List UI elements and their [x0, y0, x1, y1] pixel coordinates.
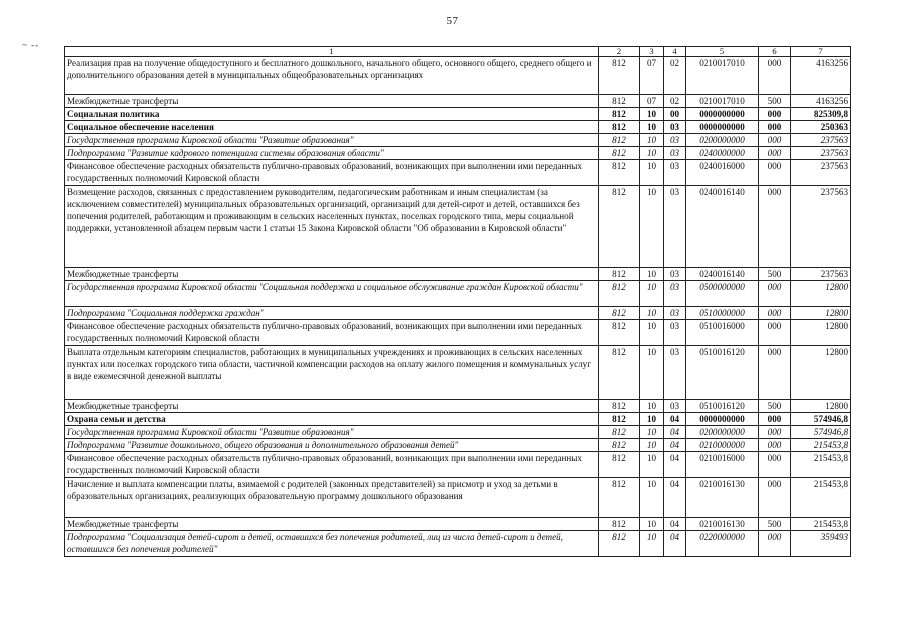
- row-amount: 215453,8: [791, 518, 851, 531]
- row-amount: 215453,8: [791, 452, 851, 478]
- header-cell: 7: [791, 47, 851, 57]
- row-grbs-code: 812: [599, 346, 640, 400]
- header-cell: 3: [640, 47, 664, 57]
- row-section-code: 10: [640, 531, 664, 557]
- header-cell: 1: [65, 47, 599, 57]
- row-target-code: 0000000000: [686, 413, 759, 426]
- table-row: [65, 108, 851, 121]
- row-expense-type-code: 500: [759, 268, 791, 281]
- row-expense-type-code: 500: [759, 400, 791, 413]
- row-expense-type-code: 000: [759, 160, 791, 186]
- row-target-code: 0240000000: [686, 147, 759, 160]
- row-description: Социальная политика: [65, 108, 599, 121]
- row-description: Реализация прав на получение общедоступного и бесплатного дошкольного, начального общего, основного общего, среднего общего и дополнительного образования детей в муниципальных общеобразовательных организациях: [65, 57, 599, 95]
- row-section-code: 10: [640, 268, 664, 281]
- row-grbs-code: 812: [599, 307, 640, 320]
- row-description: Финансовое обеспечение расходных обязательств публично-правовых образований, возникающих при выполнении ими переданных государственных полномочий Кировской области: [65, 452, 599, 478]
- row-grbs-code: 812: [599, 147, 640, 160]
- row-subsection-code: 03: [664, 400, 686, 413]
- table-row: [65, 147, 851, 160]
- row-amount: 237563: [791, 268, 851, 281]
- row-expense-type-code: 000: [759, 147, 791, 160]
- table-row: [65, 57, 851, 95]
- header-cell: 4: [664, 47, 686, 57]
- row-grbs-code: 812: [599, 121, 640, 134]
- row-amount: 215453,8: [791, 439, 851, 452]
- row-section-code: 10: [640, 346, 664, 400]
- row-subsection-code: 02: [664, 95, 686, 108]
- row-subsection-code: 04: [664, 478, 686, 518]
- header-cell: 6: [759, 47, 791, 57]
- row-section-code: 10: [640, 400, 664, 413]
- row-expense-type-code: 000: [759, 346, 791, 400]
- row-section-code: 10: [640, 281, 664, 307]
- row-section-code: 10: [640, 426, 664, 439]
- row-target-code: 0240016140: [686, 268, 759, 281]
- table-row: [65, 478, 851, 518]
- table-row: [65, 426, 851, 439]
- row-description: Финансовое обеспечение расходных обязательств публично-правовых образований, возникающих при выполнении ими переданных государственных полномочий Кировской области: [65, 320, 599, 346]
- row-grbs-code: 812: [599, 281, 640, 307]
- row-target-code: 0510000000: [686, 307, 759, 320]
- row-target-code: 0000000000: [686, 108, 759, 121]
- table-row: [65, 268, 851, 281]
- row-subsection-code: 04: [664, 452, 686, 478]
- row-subsection-code: 04: [664, 426, 686, 439]
- row-subsection-code: 03: [664, 320, 686, 346]
- row-description: Межбюджетные трансферты: [65, 95, 599, 108]
- table-row: [65, 439, 851, 452]
- row-amount: 215453,8: [791, 478, 851, 518]
- row-section-code: 10: [640, 413, 664, 426]
- row-section-code: 07: [640, 95, 664, 108]
- row-section-code: 10: [640, 478, 664, 518]
- row-amount: 12800: [791, 400, 851, 413]
- row-subsection-code: 04: [664, 439, 686, 452]
- table-row: [65, 400, 851, 413]
- row-section-code: 10: [640, 134, 664, 147]
- row-expense-type-code: 000: [759, 281, 791, 307]
- row-grbs-code: 812: [599, 186, 640, 268]
- row-description: Подпрограмма "Социализация детей-сирот и детей, оставшихся без попечения родителей, лиц из числа детей-сирот и детей, оставшихся без попечения родителей": [65, 531, 599, 557]
- row-grbs-code: 812: [599, 452, 640, 478]
- row-target-code: 0000000000: [686, 121, 759, 134]
- row-grbs-code: 812: [599, 160, 640, 186]
- row-target-code: 0240016140: [686, 186, 759, 268]
- row-description: Подпрограмма "Социальная поддержка граждан": [65, 307, 599, 320]
- row-target-code: 0240016000: [686, 160, 759, 186]
- row-section-code: 10: [640, 320, 664, 346]
- row-subsection-code: 03: [664, 186, 686, 268]
- row-expense-type-code: 000: [759, 307, 791, 320]
- row-grbs-code: 812: [599, 108, 640, 121]
- row-amount: 4163256: [791, 95, 851, 108]
- row-description: Возмещение расходов, связанных с предоставлением руководителям, педагогическим работникам и иным специалистам (за исключением совместителей) муниципальных образовательных организаций, организаций для детей-сирот и детей, оставшихся без попечения родителей, работающим и проживающим в сельских населенных пунктах, поселках городского типа, меры социальной поддержки, установленной абзацем первым части 1 статьи 15 Закона Кировской области "Об образовании в Кировской области": [65, 186, 599, 268]
- budget-table: [64, 46, 851, 557]
- row-expense-type-code: 000: [759, 121, 791, 134]
- row-expense-type-code: 000: [759, 426, 791, 439]
- row-amount: 12800: [791, 281, 851, 307]
- row-description: Выплата отдельным категориям специалистов, работающих в муниципальных учреждениях и проживающих в сельских населенных пунктах или поселках городского типа области, частичной компенсации расходов на оплату жилого помещения и коммунальных услуг в виде ежемесячной денежной выплаты: [65, 346, 599, 400]
- row-amount: 12800: [791, 307, 851, 320]
- row-target-code: 0200000000: [686, 426, 759, 439]
- row-expense-type-code: 000: [759, 452, 791, 478]
- row-target-code: 0210016130: [686, 478, 759, 518]
- row-amount: 237563: [791, 186, 851, 268]
- row-description: Охрана семьи и детства: [65, 413, 599, 426]
- row-description: Социальное обеспечение населения: [65, 121, 599, 134]
- row-expense-type-code: 000: [759, 57, 791, 95]
- row-expense-type-code: 000: [759, 134, 791, 147]
- row-section-code: 10: [640, 439, 664, 452]
- table-row: [65, 307, 851, 320]
- row-expense-type-code: 000: [759, 413, 791, 426]
- row-amount: 12800: [791, 320, 851, 346]
- table-row: [65, 121, 851, 134]
- row-target-code: 0220000000: [686, 531, 759, 557]
- row-grbs-code: 812: [599, 268, 640, 281]
- row-grbs-code: 812: [599, 320, 640, 346]
- table-row: [65, 531, 851, 557]
- row-amount: 4163256: [791, 57, 851, 95]
- row-amount: 237563: [791, 147, 851, 160]
- row-amount: 237563: [791, 134, 851, 147]
- row-subsection-code: 03: [664, 307, 686, 320]
- row-description: Начисление и выплата компенсации платы, взимаемой с родителей (законных представителей) за присмотр и уход за детьми в образовательных организациях, реализующих образовательную программу дошкольного образования: [65, 478, 599, 518]
- row-description: Государственная программа Кировской области "Развитие образования": [65, 426, 599, 439]
- margin-mark: ~ --: [22, 40, 40, 50]
- row-target-code: 0500000000: [686, 281, 759, 307]
- row-description: Финансовое обеспечение расходных обязательств публично-правовых образований, возникающих при выполнении ими переданных государственных полномочий Кировской области: [65, 160, 599, 186]
- row-subsection-code: 00: [664, 108, 686, 121]
- row-target-code: 0510016000: [686, 320, 759, 346]
- row-subsection-code: 03: [664, 134, 686, 147]
- row-grbs-code: 812: [599, 478, 640, 518]
- row-grbs-code: 812: [599, 413, 640, 426]
- row-expense-type-code: 500: [759, 95, 791, 108]
- row-section-code: 10: [640, 121, 664, 134]
- row-subsection-code: 03: [664, 121, 686, 134]
- row-subsection-code: 03: [664, 268, 686, 281]
- table-row: [65, 452, 851, 478]
- row-section-code: 10: [640, 147, 664, 160]
- row-description: Межбюджетные трансферты: [65, 268, 599, 281]
- row-target-code: 0210016130: [686, 518, 759, 531]
- row-amount: 237563: [791, 160, 851, 186]
- row-description: Подпрограмма "Развитие дошкольного, общего образования и дополнительного образования детей": [65, 439, 599, 452]
- row-subsection-code: 03: [664, 160, 686, 186]
- row-expense-type-code: 000: [759, 531, 791, 557]
- row-subsection-code: 03: [664, 147, 686, 160]
- row-subsection-code: 03: [664, 346, 686, 400]
- table-row: [65, 518, 851, 531]
- row-grbs-code: 812: [599, 134, 640, 147]
- row-description: Межбюджетные трансферты: [65, 400, 599, 413]
- table-row: [65, 160, 851, 186]
- row-target-code: 0510016120: [686, 346, 759, 400]
- row-amount: 574946,8: [791, 426, 851, 439]
- row-grbs-code: 812: [599, 426, 640, 439]
- row-expense-type-code: 500: [759, 518, 791, 531]
- table-row: [65, 281, 851, 307]
- row-subsection-code: 04: [664, 413, 686, 426]
- row-amount: 12800: [791, 346, 851, 400]
- row-subsection-code: 03: [664, 281, 686, 307]
- table-row: [65, 320, 851, 346]
- row-amount: 250363: [791, 121, 851, 134]
- row-section-code: 07: [640, 57, 664, 95]
- row-target-code: 0210000000: [686, 439, 759, 452]
- page-number: 57: [446, 15, 459, 27]
- row-expense-type-code: 000: [759, 320, 791, 346]
- row-expense-type-code: 000: [759, 108, 791, 121]
- row-expense-type-code: 000: [759, 439, 791, 452]
- row-grbs-code: 812: [599, 531, 640, 557]
- row-description: Межбюджетные трансферты: [65, 518, 599, 531]
- header-cell: 5: [686, 47, 759, 57]
- row-target-code: 0200000000: [686, 134, 759, 147]
- row-description: Подпрограмма "Развитие кадрового потенциала системы образования области": [65, 147, 599, 160]
- row-expense-type-code: 000: [759, 186, 791, 268]
- row-target-code: 0210017010: [686, 57, 759, 95]
- row-grbs-code: 812: [599, 57, 640, 95]
- row-grbs-code: 812: [599, 400, 640, 413]
- row-target-code: 0510016120: [686, 400, 759, 413]
- table-header-row: [65, 47, 851, 57]
- table-row: [65, 95, 851, 108]
- header-cell: 2: [599, 47, 640, 57]
- row-section-code: 10: [640, 518, 664, 531]
- row-subsection-code: 02: [664, 57, 686, 95]
- table-row: [65, 413, 851, 426]
- row-section-code: 10: [640, 108, 664, 121]
- row-section-code: 10: [640, 160, 664, 186]
- row-section-code: 10: [640, 452, 664, 478]
- row-amount: 825309,8: [791, 108, 851, 121]
- row-description: Государственная программа Кировской области "Социальная поддержка и социальное обслуживание граждан Кировской области": [65, 281, 599, 307]
- row-amount: 574946,8: [791, 413, 851, 426]
- table-row: [65, 346, 851, 400]
- table-row: [65, 134, 851, 147]
- row-grbs-code: 812: [599, 95, 640, 108]
- row-section-code: 10: [640, 186, 664, 268]
- row-target-code: 0210017010: [686, 95, 759, 108]
- row-grbs-code: 812: [599, 439, 640, 452]
- table-row: [65, 186, 851, 268]
- row-subsection-code: 04: [664, 518, 686, 531]
- row-expense-type-code: 000: [759, 478, 791, 518]
- row-subsection-code: 04: [664, 531, 686, 557]
- row-description: Государственная программа Кировской области "Развитие образования": [65, 134, 599, 147]
- row-amount: 359493: [791, 531, 851, 557]
- row-grbs-code: 812: [599, 518, 640, 531]
- row-section-code: 10: [640, 307, 664, 320]
- row-target-code: 0210016000: [686, 452, 759, 478]
